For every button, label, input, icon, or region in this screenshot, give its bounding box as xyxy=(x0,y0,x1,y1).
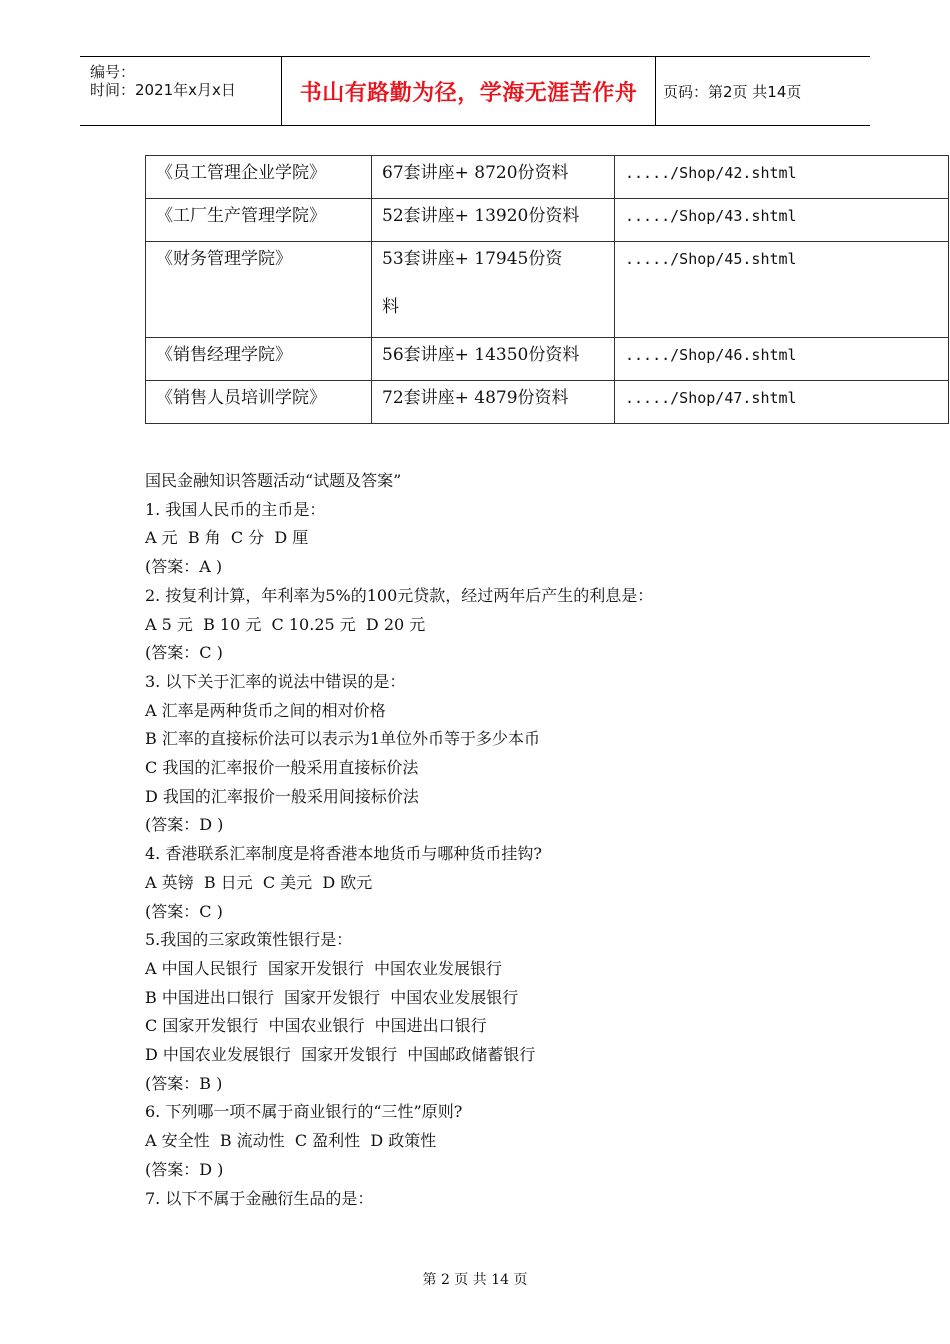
quiz-line: 6. 下列哪一项不属于商业银行的“三性”原则? xyxy=(145,1102,463,1122)
serial-label: 编号： xyxy=(90,63,136,81)
quiz-line: 1. 我国人民币的主币是： xyxy=(145,499,326,519)
quiz-line: A 元 B 角 C 分 D 厘 xyxy=(145,528,309,548)
course-link[interactable]: ...../Shop/45.shtml xyxy=(615,242,949,338)
course-link[interactable]: ...../Shop/47.shtml xyxy=(615,381,949,424)
date-label: 时间：2021年x月x日 xyxy=(90,81,236,99)
quiz-line: C 国家开发银行 中国农业银行 中国进出口银行 xyxy=(145,1016,487,1036)
header-meta xyxy=(80,57,281,125)
quiz-line: 4. 香港联系汇率制度是将香港本地货币与哪种货币挂钩? xyxy=(145,844,542,864)
quiz-line: B 中国进出口银行 国家开发银行 中国农业发展银行 xyxy=(145,987,519,1007)
page-header xyxy=(80,56,870,126)
course-link[interactable]: ...../Shop/42.shtml xyxy=(615,156,949,199)
course-name: 《销售人员培训学院》 xyxy=(146,381,372,424)
quiz-line: A 汇率是两种货币之间的相对价格 xyxy=(145,700,386,720)
table-row xyxy=(146,242,949,338)
quiz-line: (答案：C ) xyxy=(145,901,223,921)
course-desc-cell xyxy=(372,242,615,338)
quiz-line: 3. 以下关于汇率的说法中错误的是： xyxy=(145,671,406,691)
quiz-line: D 中国农业发展银行 国家开发银行 中国邮政储蓄银行 xyxy=(145,1045,536,1065)
course-name: 《员工管理企业学院》 xyxy=(146,156,372,199)
table-row xyxy=(146,338,949,381)
quiz-line: 2. 按复利计算，年利率为5%的100元贷款，经过两年后产生的利息是： xyxy=(145,585,654,605)
course-desc: 72套讲座+ 4879份资料 xyxy=(372,381,615,424)
page-info: 页码：第2页 共14页 xyxy=(663,82,802,101)
course-name: 《销售经理学院》 xyxy=(146,338,372,381)
course-desc: 67套讲座+ 8720份资料 xyxy=(372,156,615,199)
quiz-line: D 我国的汇率报价一般采用间接标价法 xyxy=(145,786,419,806)
quiz-line: (答案：D ) xyxy=(145,815,224,835)
course-desc: 53套讲座+ 17945份资料 xyxy=(382,249,563,317)
course-name: 《工厂生产管理学院》 xyxy=(146,199,372,242)
page-footer: 第 2 页 共 14 页 xyxy=(422,1272,528,1288)
motto: 书山有路勤为径，学海无涯苦作舟 xyxy=(299,80,638,106)
quiz-line: (答案：A ) xyxy=(145,557,223,577)
course-desc: 56套讲座+ 14350份资料 xyxy=(372,338,615,381)
quiz-line: A 中国人民银行 国家开发银行 中国农业发展银行 xyxy=(145,958,502,978)
quiz-line: B 汇率的直接标价法可以表示为1单位外币等于多少本币 xyxy=(145,729,541,749)
course-table xyxy=(145,155,949,424)
course-desc: 52套讲座+ 13920份资料 xyxy=(372,199,615,242)
table-row xyxy=(146,381,949,424)
quiz-line: A 安全性 B 流动性 C 盈利性 D 政策性 xyxy=(145,1131,437,1151)
quiz-line: A 5 元 B 10 元 C 10.25 元 D 20 元 xyxy=(145,614,426,634)
header-page-cell xyxy=(655,57,870,125)
quiz-line: 7. 以下不属于金融衍生品的是： xyxy=(145,1188,374,1208)
quiz-line: A 英镑 B 日元 C 美元 D 欧元 xyxy=(145,872,373,892)
quiz-line: (答案：B ) xyxy=(145,1073,223,1093)
course-link[interactable]: ...../Shop/46.shtml xyxy=(615,338,949,381)
course-link[interactable]: ...../Shop/43.shtml xyxy=(615,199,949,242)
quiz-title: 国民金融知识答题活动“试题及答案” xyxy=(145,471,402,490)
quiz-content xyxy=(145,467,905,1213)
table-row xyxy=(146,156,949,199)
header-motto-cell xyxy=(281,57,656,125)
quiz-line: C 我国的汇率报价一般采用直接标价法 xyxy=(145,758,419,778)
quiz-line: (答案：D ) xyxy=(145,1159,224,1179)
quiz-line: 5.我国的三家政策性银行是： xyxy=(145,930,353,950)
quiz-line: (答案：C ) xyxy=(145,643,223,663)
course-name: 《财务管理学院》 xyxy=(146,242,372,338)
